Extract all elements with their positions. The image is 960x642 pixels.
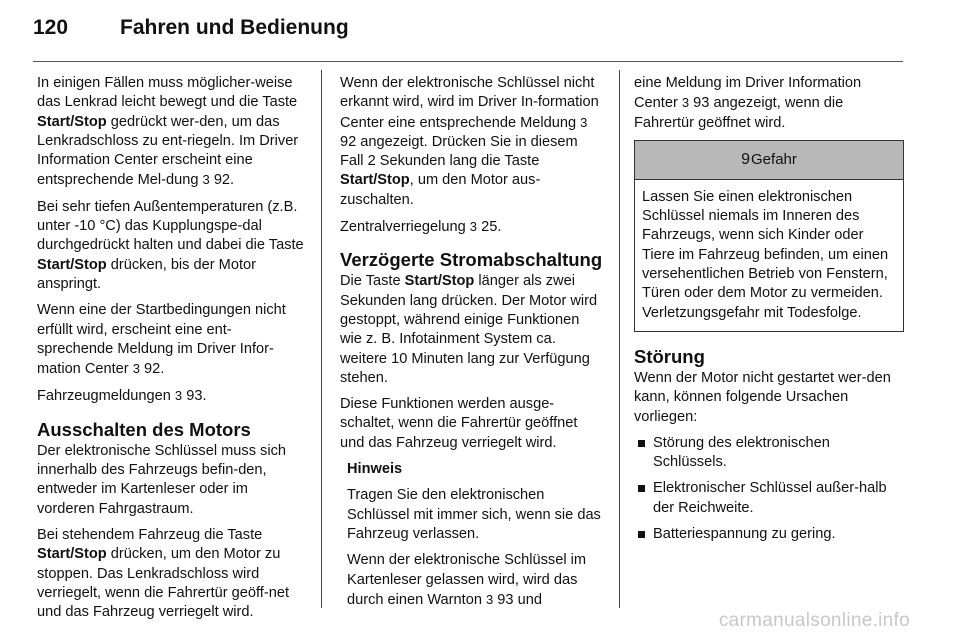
hint-box: [340, 460, 605, 610]
list-item: Störung des elektronischen Schlüssels.: [634, 434, 904, 473]
paragraph: Tragen Sie den elektronischen Schlüssel mit immer sich, wenn sie das Fahrzeug verlassen.: [347, 487, 601, 542]
cause-list: [634, 434, 904, 544]
danger-warning-box: [634, 140, 904, 332]
danger-header: [635, 141, 903, 180]
cross-reference-icon: 3: [681, 95, 690, 111]
section-heading: Ausschalten des Motors: [37, 418, 251, 440]
cross-reference-icon: 3: [580, 114, 588, 130]
column-middle: [340, 74, 605, 617]
paragraph: Wenn der elektronische Schlüssel nicht erkannt wird, wird im Driver In-formation Center eine entsprechende Meldung 3 92 angezeigt. Drücken Sie in diesem Fall 2 Sekunden lang die Taste Start/Stop, um den Motor aus-zuschalten.: [340, 75, 599, 208]
hint-title: Hinweis: [347, 461, 403, 478]
cross-reference-icon: 3: [174, 388, 183, 404]
paragraph: eine Meldung im Driver Information Center 3 93 angezeigt, wenn die Fahrertür geöffnet wird.: [634, 75, 862, 131]
paragraph: Wenn der Motor nicht gestartet wer-den kann, können folgende Ursachen vorliegen:: [634, 369, 891, 425]
column-divider: [619, 70, 620, 608]
cross-reference-icon: 3: [132, 361, 140, 377]
bullet-square-icon: [638, 531, 645, 538]
cross-reference-icon: 3: [202, 172, 210, 188]
watermark: carmanualsonline.info: [718, 610, 910, 631]
cross-reference-icon: 3: [486, 591, 494, 607]
paragraph: Fahrzeugmeldungen 3 93.: [37, 388, 207, 405]
paragraph: Diese Funktionen werden ausge-schaltet, wenn die Fahrertür geöffnet und das Fahrzeug verriegelt wird.: [340, 396, 578, 451]
paragraph: Wenn eine der Startbedingungen nicht erfüllt wird, erscheint eine ent-sprechende Meldung im Driver Infor-mation Center 3 92.: [37, 302, 286, 378]
section-heading: Verzögerte Stromabschaltung: [340, 249, 603, 271]
paragraph: Der elektronische Schlüssel muss sich innerhalb des Fahrzeugs befin-den, entweder im Kartenleser oder im vorderen Fahrgastraum.: [37, 442, 286, 517]
list-item: Elektronischer Schlüssel außer-halb der Reichweite.: [634, 479, 904, 518]
bullet-square-icon: [638, 440, 645, 447]
paragraph: Bei sehr tiefen Außentemperaturen (z.B. unter -10 °C) das Kupplungspe-dal durchgedrückt halten und dabei die Taste Start/Stop drücken, bis der Motor anspringt.: [37, 198, 304, 292]
column-right: [634, 74, 904, 551]
cross-reference-icon: 3: [469, 219, 478, 235]
danger-text: Lassen Sie einen elektronischen Schlüssel niemals im Inneren des Fahrzeugs, wenn sich Kinder oder Tiere im Fahrzeug befinden, um einen versehentlichen Betrieb von Fenstern, Türen oder dem Motor zu vermeiden. Verletzungsgefahr mit Todesfolge.: [642, 188, 889, 321]
column-divider: [321, 70, 322, 608]
paragraph: Die Taste Start/Stop länger als zwei Sekunden lang drücken. Der Motor wird gestoppt, während einige Funktionen wie z. B. Infotainment System ca. weitere 10 Minuten lang zur Verfügung stehen.: [340, 273, 598, 386]
paragraph: In einigen Fällen muss möglicher-weise das Lenkrad leicht bewegt und die Taste Start/Stop gedrückt wer-den, um das Lenkradschloss zu ent-riegeln. Im Driver Information Center erscheint eine entsprechende Mel-dung 3 92.: [37, 75, 299, 189]
header-rule: [33, 61, 903, 62]
warning-triangle-icon: 9: [741, 150, 751, 168]
chapter-title: Fahren und Bedienung: [120, 16, 349, 39]
page-header: [33, 16, 903, 56]
list-item: Batteriespannung zu gering.: [634, 525, 904, 544]
paragraph: Zentralverriegelung 3 25.: [340, 219, 502, 236]
section-heading: Störung: [634, 345, 705, 367]
paragraph: Bei stehendem Fahrzeug die Taste Start/Stop drücken, um den Motor zu stoppen. Das Lenkradschloss wird verriegelt, wenn die Fahrertür geöff-net und das Fahrzeug verriegelt wird.: [37, 526, 290, 621]
bullet-square-icon: [638, 485, 645, 492]
page-number: 120: [33, 16, 69, 39]
column-left: [37, 74, 307, 629]
paragraph: Wenn der elektronische Schlüssel im Kartenleser gelassen wird, wird das durch einen Warnton 3 93 und: [347, 552, 587, 608]
danger-title: Gefahr: [751, 150, 797, 168]
